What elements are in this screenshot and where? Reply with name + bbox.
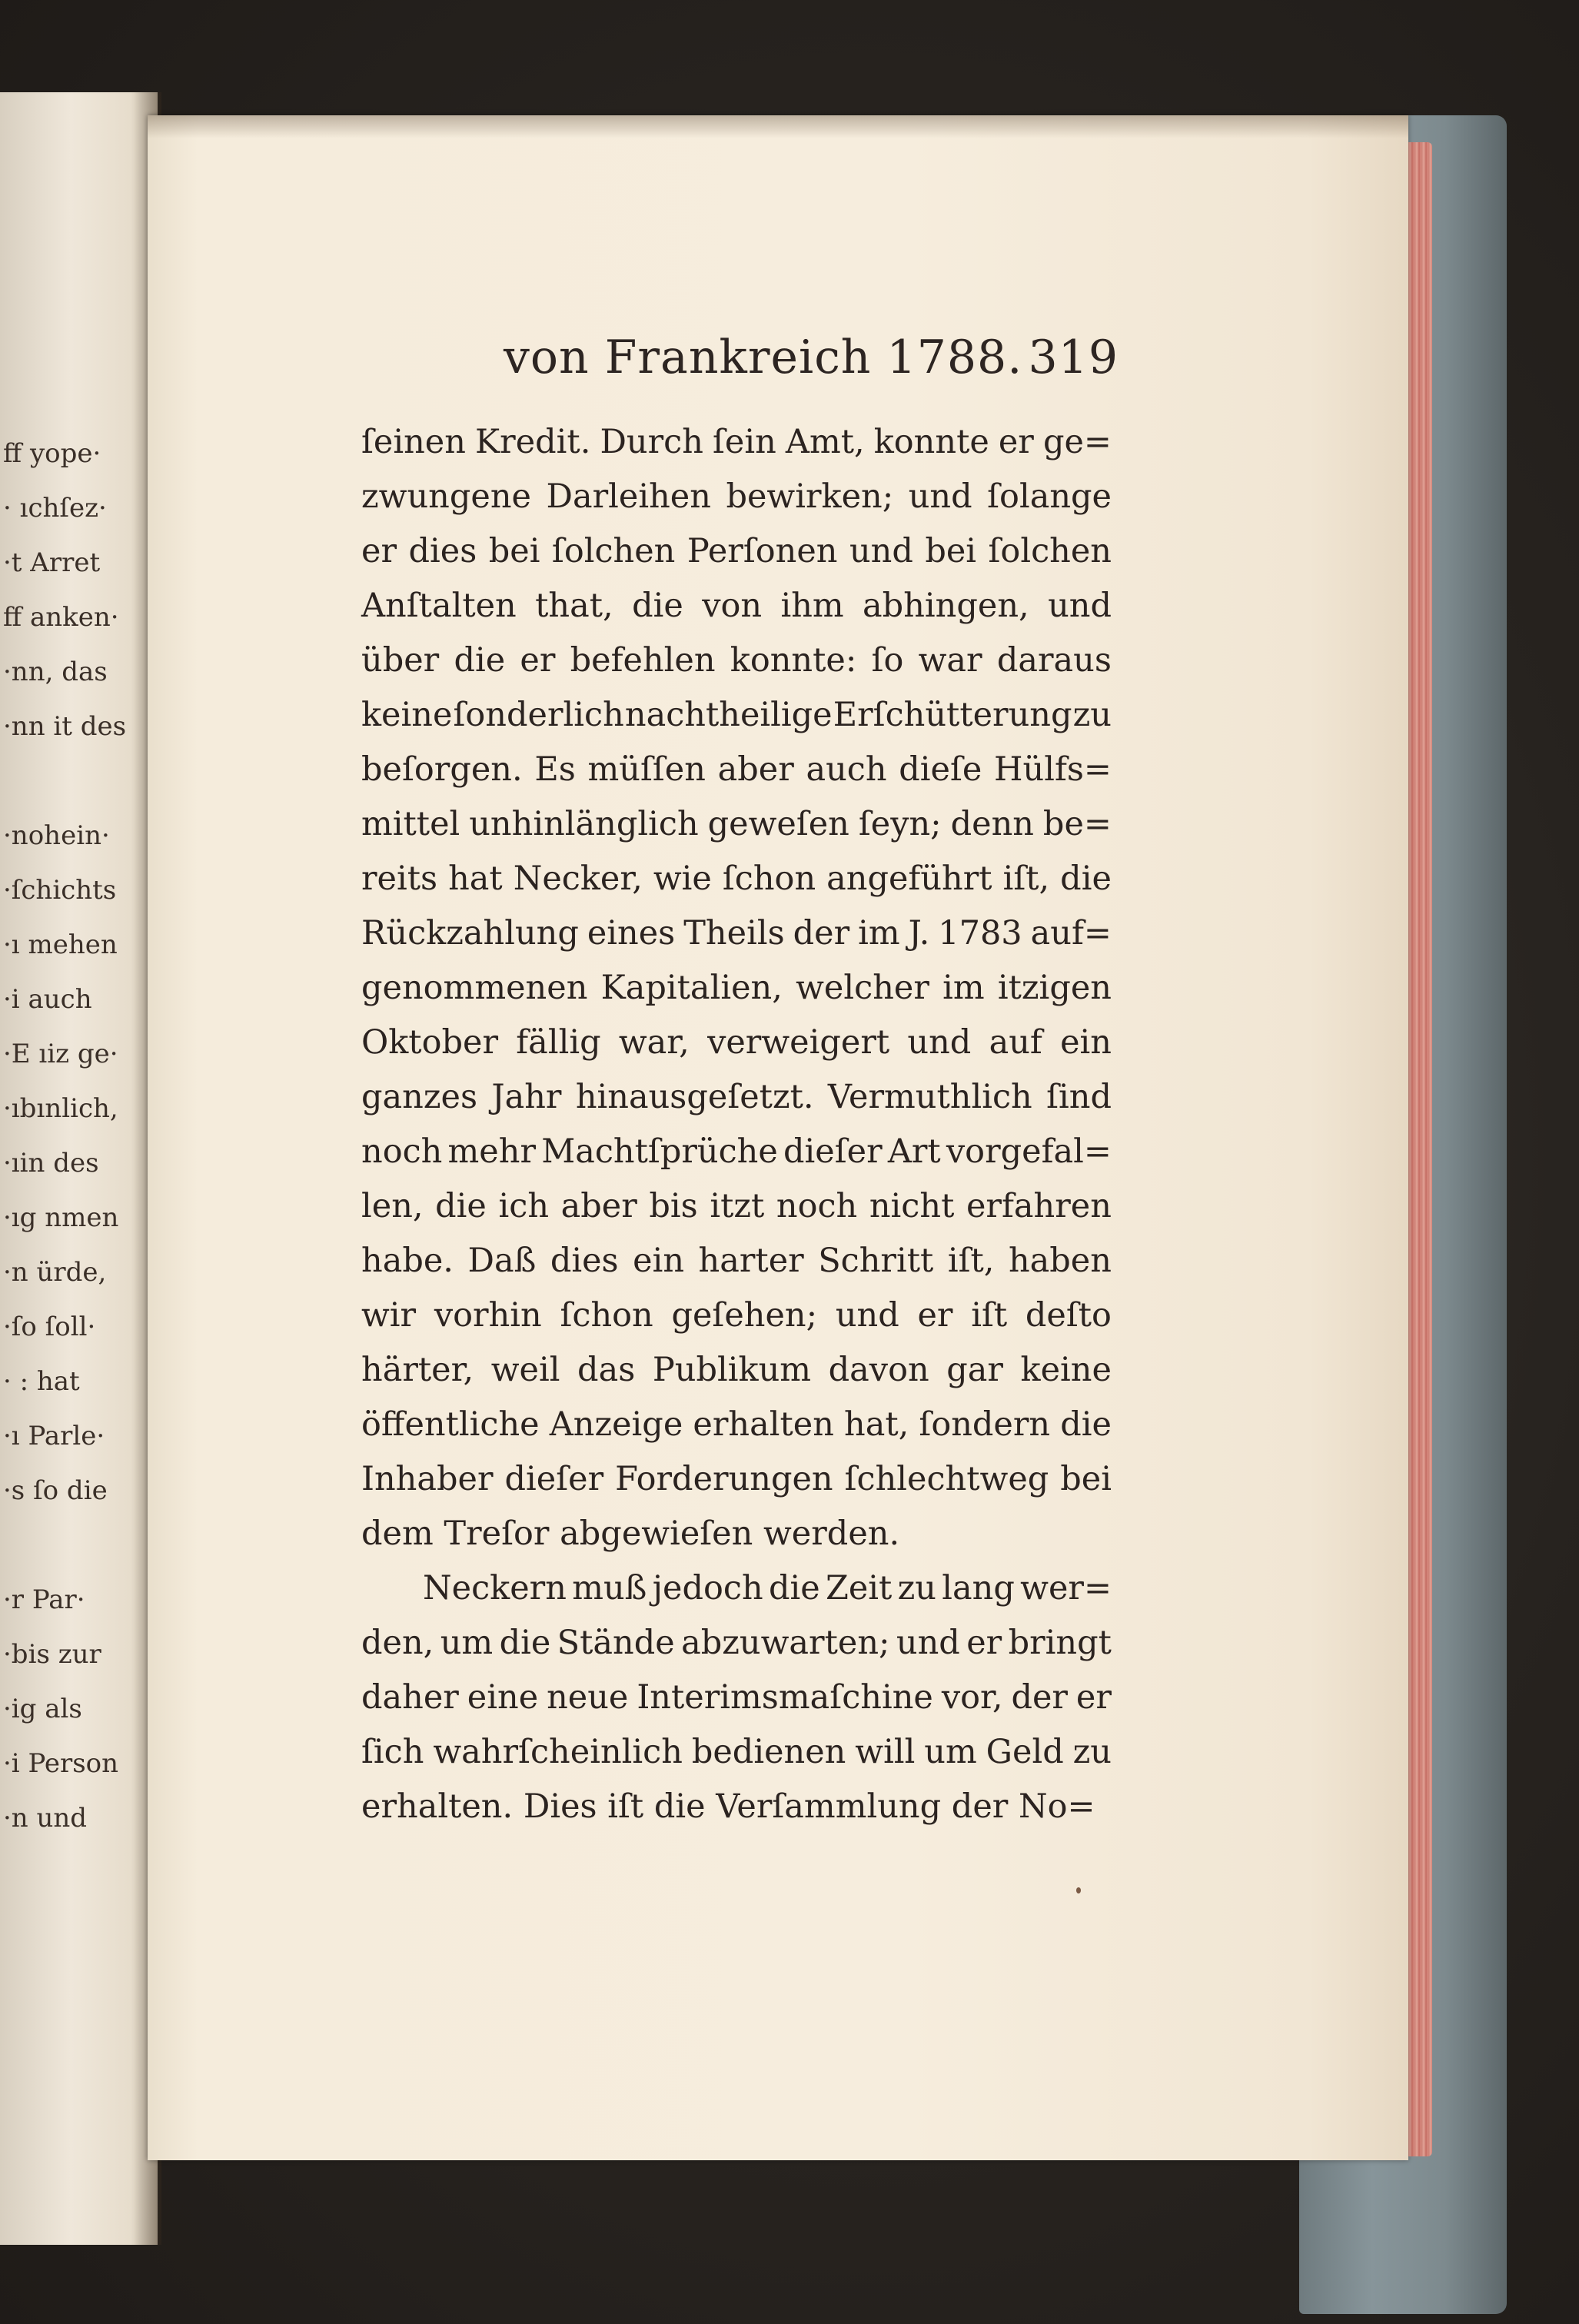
previous-page-line: · : hat — [3, 1366, 80, 1397]
text-line: ſeinen Kredit. Durch ſein Amt, konnte er ge= — [361, 423, 1112, 461]
previous-page-line: ·nn it des — [3, 711, 127, 742]
text-line: habe. Daß dies ein harter Schritt iſt, haben — [361, 1242, 1112, 1280]
previous-page-line: ·n ürde, — [3, 1257, 107, 1288]
previous-page-line: ﬀ anken· — [3, 602, 119, 633]
previous-page-line: ·ſo ſoll· — [3, 1312, 96, 1342]
text-line: genommenen Kapitalien, welcher im itzigen — [361, 969, 1112, 1007]
previous-page-line: ·nohein· — [3, 820, 110, 851]
text-line: ſich wahrſcheinlich bedienen will um Geld zu — [361, 1733, 1112, 1771]
text-line: len, die ich aber bis itzt noch nicht erfahren — [361, 1187, 1112, 1225]
previous-page-line — [3, 754, 149, 809]
previous-page-line: ·E ıiz ge· — [3, 1039, 118, 1069]
page-shadow — [148, 115, 1408, 138]
previous-page-line: ·ig als — [3, 1694, 82, 1724]
text-line: Inhaber dieſer Forderungen ſchlechtweg bei — [361, 1460, 1112, 1498]
previous-page-line: ·ſchichts — [3, 875, 117, 906]
text-line: er dies bei ſolchen Perſonen und bei ſolchen — [361, 532, 1112, 570]
text-line: dem Treſor abgewieſen werden. — [361, 1514, 900, 1553]
text-line: noch mehr Machtſprüche dieſer Art vorgefal= — [361, 1132, 1112, 1171]
text-line: daher eine neue Interimsmaſchine vor, der er — [361, 1678, 1112, 1717]
text-line: erhalten. Dies iſt die Verſammlung der No= — [361, 1787, 1095, 1826]
previous-page-line: ·ıin des — [3, 1148, 99, 1179]
previous-page-line: ·bis zur — [3, 1639, 101, 1670]
text-line: Neckern muß jedoch die Zeit zu lang wer= — [423, 1569, 1112, 1608]
previous-page-text — [3, 427, 149, 1846]
body-text — [361, 415, 1112, 1834]
page-number: 319 — [1028, 331, 1119, 384]
text-line: Oktober fällig war, verweigert und auf ein — [361, 1023, 1112, 1062]
text-line: ganzes Jahr hinausgeſetzt. Vermuthlich ſind — [361, 1078, 1112, 1116]
text-line: härter, weil das Publikum davon gar keine — [361, 1351, 1112, 1389]
text-line: den, um die Stände abzuwarten; und er bringt — [361, 1624, 1112, 1662]
previous-page-line: ·n und — [3, 1803, 88, 1834]
previous-page-line: ·ı Parle· — [3, 1421, 105, 1451]
running-head — [504, 331, 1119, 384]
text-line: reits hat Necker, wie ſchon angeführt iſt, die — [361, 859, 1112, 898]
text-line: beſorgen. Es müſſen aber auch dieſe Hülfs= — [361, 750, 1112, 789]
previous-page-line: ·nn, das — [3, 657, 108, 687]
previous-page-line: ·i auch — [3, 984, 92, 1015]
text-line: mittel unhinlänglich geweſen ſeyn; denn be= — [361, 805, 1112, 843]
previous-page-line: · ıchſez· — [3, 493, 107, 524]
previous-page-line — [3, 1518, 149, 1573]
previous-page-line: ﬀ yope· — [3, 438, 101, 469]
text-line: keine ſonderlich nachtheilige Erſchütterung zu — [361, 696, 1112, 734]
previous-page-line: ·r Par· — [3, 1584, 85, 1615]
text-line: öffentliche Anzeige erhalten hat, ſondern die — [361, 1405, 1112, 1444]
text-line: über die er befehlen konnte: ſo war daraus — [361, 641, 1112, 680]
text-line: Rückzahlung eines Theils der im J. 1783 auf= — [361, 914, 1112, 953]
previous-page-line: ·ıbınlich, — [3, 1093, 118, 1124]
text-line: wir vorhin ſchon geſehen; und er iſt deſto — [361, 1296, 1112, 1335]
previous-page-line: ·ıg nmen — [3, 1202, 119, 1233]
previous-page-line: ·i Person — [3, 1748, 119, 1779]
ink-speck — [1076, 1887, 1081, 1893]
previous-page-line: ·t Arret — [3, 547, 101, 578]
text-line: zwungene Darleihen bewirken; und ſolange — [361, 477, 1112, 516]
text-line: Anſtalten that, die von ihm abhingen, und — [361, 587, 1112, 625]
previous-page-line: ·ı mehen — [3, 929, 118, 960]
running-head-title: von Frankreich 1788. — [504, 331, 1023, 384]
previous-page-line: ·s ſo die — [3, 1475, 108, 1506]
